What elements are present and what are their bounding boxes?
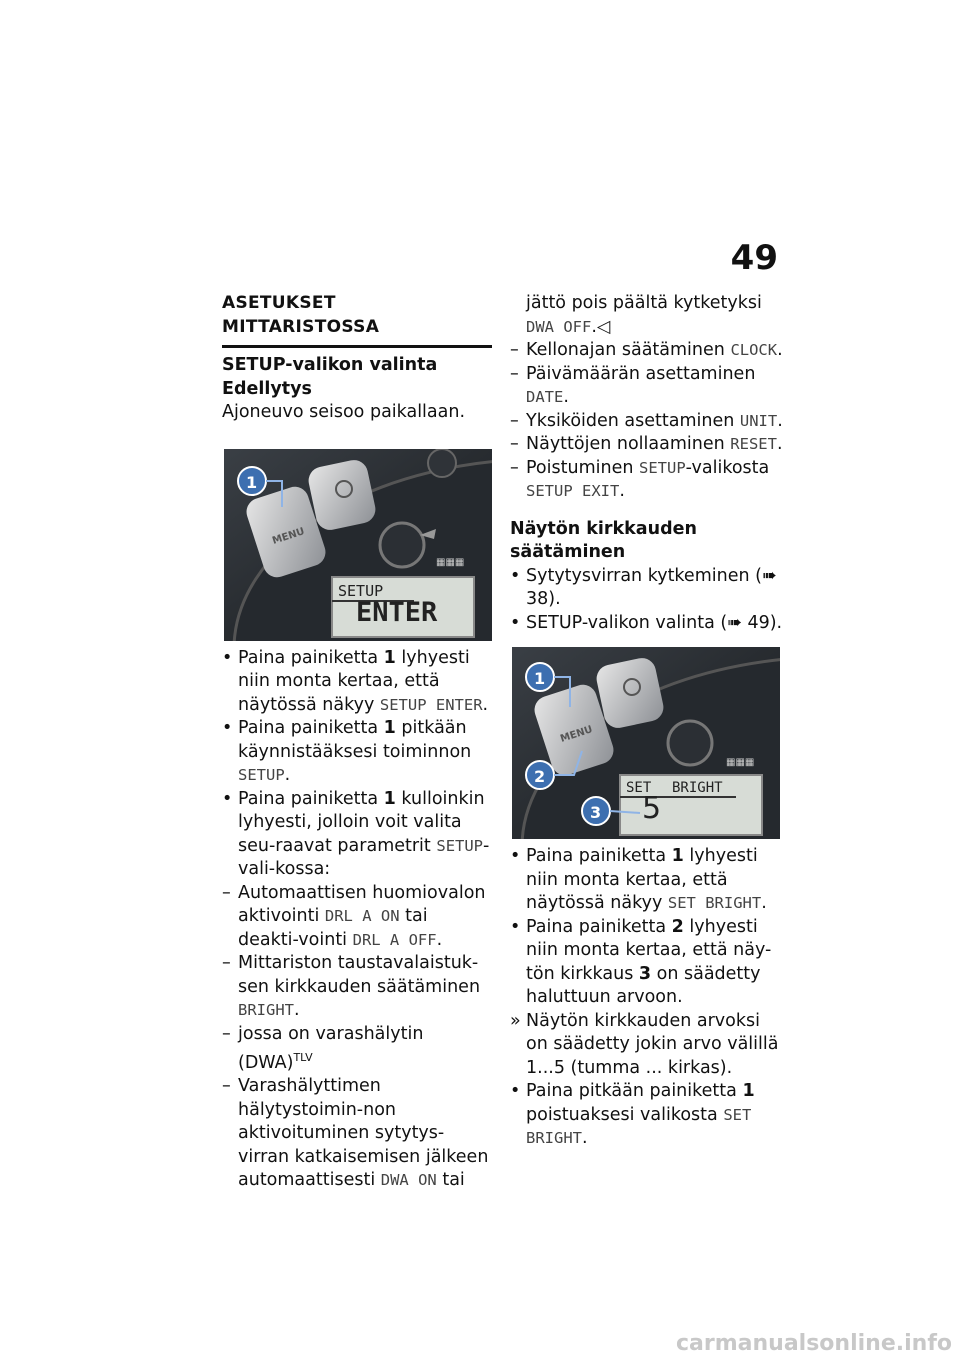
left-column — [222, 292, 492, 1193]
right-column — [510, 292, 785, 1151]
list-item: • Sytytysvirran kytkeminen (➠ 38). — [510, 565, 777, 609]
menu-button-label: MENU — [271, 525, 307, 547]
list-item: – Poistuminen SETUP-valikosta SETUP EXIT. — [510, 457, 770, 501]
bullet-marker: • — [510, 1081, 521, 1101]
bullet-marker: • — [222, 788, 233, 809]
dash-marker: – — [510, 457, 519, 478]
svg-text:▦▦▦: ▦▦▦ — [726, 757, 755, 768]
dash-marker: – — [510, 340, 519, 360]
list-item: • Paina painiketta 1 kulloinkin lyhyesti, jolloin voit valita seu-raavat parametrit SETUP-vali-kossa: — [222, 788, 490, 879]
display-enter-text: ENTER — [356, 596, 438, 628]
list-item: • Paina pitkään painiketta 1 poistuaksesi valikosta SET BRIGHT. — [510, 1081, 755, 1148]
display-bright-text: BRIGHT — [672, 780, 723, 796]
list-item: • SETUP-valikon valinta (➠ 49). — [510, 612, 785, 636]
list-item: – Mittariston taustavalaistuk-sen kirkkauden säätäminen BRIGHT. — [222, 953, 481, 1020]
callout-3: 3 — [590, 803, 602, 822]
list-item: – Näyttöjen nollaaminen RESET. — [510, 433, 785, 457]
watermark-footer: carmanualsonline.info — [676, 1331, 952, 1356]
list-item: • Paina painiketta 1 lyhyesti niin monta kertaa, että näytössä näkyy SETUP ENTER. — [222, 647, 489, 715]
bullet-marker: • — [510, 565, 521, 586]
subsection-title: Näytön kirkkauden säätäminen — [510, 518, 697, 562]
callout-2: 2 — [534, 767, 546, 786]
subsection-title: SETUP-valikon valinta — [222, 355, 438, 375]
callout-1: 1 — [534, 669, 546, 688]
callout-1: 1 — [246, 472, 258, 492]
list-item: • Paina painiketta 1 pitkään käynnistääksesi toiminnon SETUP. — [222, 718, 472, 785]
list-item: • Paina painiketta 1 lyhyesti niin monta kertaa, että näytössä näkyy SET BRIGHT. — [510, 846, 767, 913]
bullet-marker: • — [510, 612, 521, 633]
menu-button-label: MENU — [559, 724, 595, 745]
figure-set-bright — [512, 647, 780, 839]
dash-marker: – — [222, 1076, 231, 1097]
display-setup-text: SETUP — [338, 581, 384, 600]
list-item: – Päivämäärän asettaminen DATE. — [510, 363, 756, 407]
bullet-marker: • — [510, 846, 521, 866]
figure-menu-setup-enter — [224, 449, 492, 641]
list-item-result: » Näytön kirkkauden arvoksi on säädetty jokin arvo välillä 1...5 (tumma ... kirkas). — [510, 1010, 779, 1078]
list-item: • Paina painiketta 2 lyhyesti niin monta kertaa, että näy-tön kirkkaus 3 on säädetty haluttuun arvoon. — [510, 916, 772, 1007]
bullet-marker: • — [222, 647, 233, 668]
dash-marker: – — [222, 1023, 231, 1044]
tlv-superscript: TLV — [293, 1051, 313, 1064]
list-item-continued: jättö pois päältä kytketyksi DWA OFF.◁ — [526, 293, 762, 337]
page-number: 49 — [730, 238, 778, 278]
dash-marker: – — [510, 363, 519, 384]
dash-marker: – — [222, 953, 231, 973]
list-item: – Kellonajan säätäminen CLOCK. — [510, 339, 785, 363]
prerequisite-title: Edellytys — [222, 378, 312, 399]
list-item: – Yksiköiden asettaminen UNIT. — [510, 410, 785, 434]
display-set-text: SET — [626, 780, 652, 796]
dash-marker: – — [510, 434, 519, 454]
bullet-marker: • — [510, 916, 521, 937]
dash-marker: – — [222, 882, 231, 903]
svg-text:▦▦▦: ▦▦▦ — [436, 556, 465, 568]
section-title: ASETUKSET MITTARISTOSSA — [222, 292, 492, 348]
dash-marker: – — [510, 410, 519, 431]
result-marker: » — [510, 1010, 521, 1031]
list-item: – jossa on varashälytin (DWA)$^{TLV}$ — [222, 1023, 424, 1073]
prerequisite-text: Ajoneuvo seisoo paikallaan. — [222, 402, 466, 422]
bullet-marker: • — [222, 718, 233, 738]
display-value: 5 — [642, 791, 662, 826]
list-item: – Varashälyttimen hälytystoimin-non aktivoituminen sytytys-virran katkaisemisen jälkeen automaattisesti DWA ON tai — [222, 1076, 489, 1191]
list-item: – Automaattisen huomiovalon aktivointi DRL A ON tai deakti-vointi DRL A OFF. — [222, 882, 486, 950]
